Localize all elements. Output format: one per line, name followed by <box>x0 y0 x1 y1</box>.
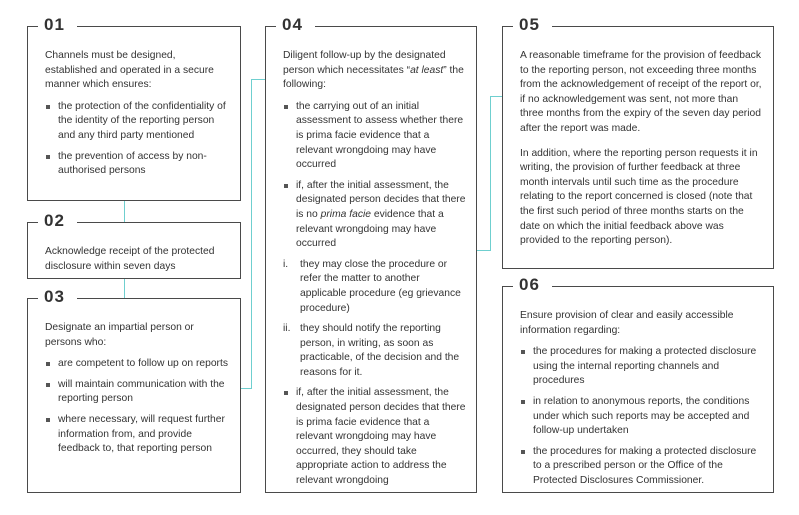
box-06 <box>502 275 774 493</box>
list-item: if, after the initial assessment, the designated person decides that there is prima facie evidence that a relevant wrongdoing may have occurred, they should take appropriate action to address the relevant wrongdoing <box>283 386 466 488</box>
box-05-para-2: In addition, where the reporting person requests it in writing, the provision of further feedback at three month intervals until such time as the procedure relating to the report concerned is closed (note that the first such period of three months starts on the date on which the initial feedback above was provided to the reporting person). <box>520 147 758 247</box>
connector-01-02 <box>124 201 125 222</box>
connector-04-05 <box>490 96 502 97</box>
sub-list-item: ii. they should notify the reporting person, in writing, as soon as practicable, of the decision and the reasons for it. <box>283 323 460 378</box>
box-06-list <box>520 345 763 488</box>
list-item: in relation to anonymous reports, the conditions under which such reports may be accepted and follow-up undertaken <box>520 395 763 439</box>
box-05-para-1: A reasonable timeframe for the provision of feedback to the reporting person, not exceeding three months from the acknowledgement of receipt of the report or, if no acknowledgement was sent, not more than three months from the expiry of the seven day period after the report was made. <box>520 50 762 134</box>
box-04 <box>265 15 477 493</box>
box-number-06: 06 <box>513 274 552 296</box>
box-number-04: 04 <box>276 14 315 36</box>
sub-list-item: i. they may close the procedure or refer the matter to another applicable procedure (eg grievance procedure) <box>283 258 461 314</box>
list-item: will maintain communication with the reporting person <box>45 378 230 407</box>
box-01-intro: Channels must be designed, established and operated in a secure manner which ensures: <box>45 50 214 91</box>
list-item: if, after the initial assessment, the designated person decides that there is no prima facie evidence that a relevant wrongdoing may have occurred <box>283 179 466 252</box>
connector-02-03 <box>124 279 125 298</box>
box-06-intro: Ensure provision of clear and easily accessible information regarding: <box>520 310 734 336</box>
box-02 <box>27 211 241 279</box>
list-item: the protection of the confidentiality of the identity of the reporting person and any third party mentioned <box>45 100 230 144</box>
box-03-list <box>45 357 230 457</box>
box-number-02: 02 <box>38 210 77 232</box>
box-number-03: 03 <box>38 286 77 308</box>
list-item: the prevention of access by non-authorised persons <box>45 150 230 179</box>
box-number-05: 05 <box>513 14 552 36</box>
box-number-01: 01 <box>38 14 77 36</box>
connector-04-05 <box>490 96 491 251</box>
box-03 <box>27 287 241 493</box>
list-item: the procedures for making a protected disclosure to a prescribed person or the Office of the Protected Disclosures Commissioner. <box>520 445 763 489</box>
box-04-intro: Diligent follow-up by the designated person which necessitates “at least” the following: <box>283 50 464 91</box>
list-item: are competent to follow up on reports <box>45 357 230 372</box>
box-05 <box>502 15 774 269</box>
list-item: the procedures for making a protected disclosure using the internal reporting channels and procedures <box>520 345 763 389</box>
connector-03-04 <box>251 79 265 80</box>
box-01 <box>27 15 241 201</box>
connector-04-05 <box>477 250 491 251</box>
box-04-list <box>283 100 466 489</box>
list-item: the carrying out of an initial assessment to assess whether there is prima facie evidence that a relevant wrongdoing may have occurred <box>283 100 466 173</box>
box-01-list <box>45 100 230 179</box>
list-item: where necessary, will request further information from, and provide feedback to, that reporting person <box>45 413 230 457</box>
box-02-text: Acknowledge receipt of the protected disclosure within seven days <box>45 246 215 272</box>
connector-03-04 <box>251 79 252 389</box>
box-03-intro: Designate an impartial person or persons who: <box>45 322 194 348</box>
